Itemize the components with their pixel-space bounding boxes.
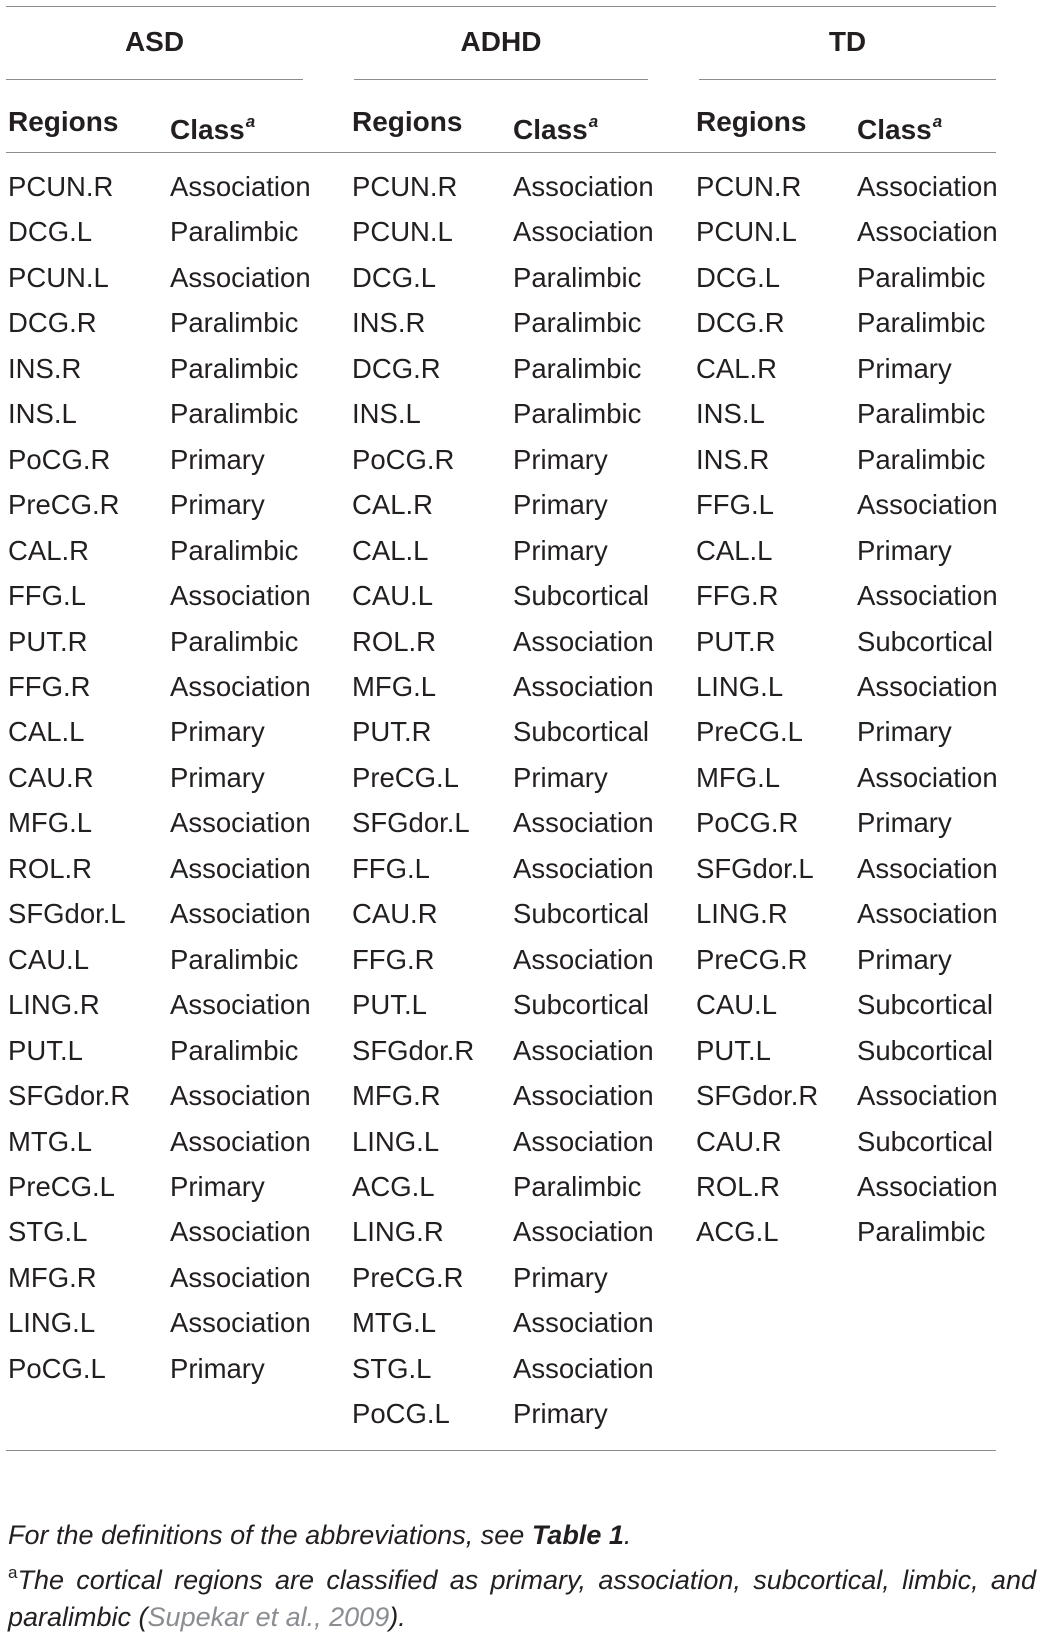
class-cell-adhd: Paralimbic: [513, 352, 642, 384]
region-cell-td: PoCG.R: [696, 807, 799, 839]
class-cell-adhd: Primary: [513, 761, 608, 793]
class-cell-asd: Association: [170, 898, 311, 930]
class-cell-adhd: Association: [513, 807, 654, 839]
column-header-class-adhd: Class$^a$: [513, 112, 599, 145]
class-cell-asd: Association: [170, 580, 311, 611]
region-cell-asd: PUT.R: [8, 625, 88, 657]
region-cell-asd: LING.R: [8, 989, 100, 1021]
footnote-marker: a: [245, 112, 256, 131]
column-header-class-asd: Class$^a$: [170, 112, 256, 145]
region-cell-adhd: ROL.R: [352, 625, 437, 657]
column-header-regions-adhd: Regions: [352, 106, 463, 137]
class-cell-adhd: Subcortical: [513, 716, 650, 748]
class-cell-asd: Paralimbic: [170, 1034, 299, 1066]
class-cell-adhd: Association: [513, 1307, 654, 1339]
region-cell-adhd: PUT.R: [352, 716, 432, 748]
group-title-td: TD: [828, 26, 867, 57]
table-bottom-rule: [6, 1450, 996, 1451]
region-cell-td: PreCG.R: [696, 943, 808, 975]
class-cell-adhd: Association: [513, 625, 654, 657]
footnote-marker: a: [932, 112, 943, 131]
class-cell-asd: Primary: [170, 1170, 265, 1202]
region-cell-adhd: FFG.L: [352, 852, 430, 884]
region-cell-asd: LING.L: [8, 1307, 96, 1339]
class-cell-adhd: Association: [513, 943, 654, 975]
class-cell-td: Subcortical: [857, 1034, 994, 1066]
class-cell-td: Paralimbic: [857, 1216, 986, 1248]
region-cell-adhd: CAL.R: [352, 489, 433, 521]
region-cell-adhd: PoCG.L: [352, 1398, 450, 1430]
region-cell-adhd: PreCG.L: [352, 761, 459, 793]
region-cell-asd: PoCG.R: [8, 443, 111, 475]
region-cell-asd: FFG.L: [8, 580, 86, 611]
region-cell-adhd: LING.R: [352, 1216, 444, 1248]
class-cell-asd: Association: [170, 171, 311, 202]
region-cell-asd: INS.L: [8, 398, 77, 430]
class-cell-td: Primary: [857, 352, 952, 384]
footnote-marker: a: [8, 1563, 18, 1582]
region-cell-adhd: PUT.L: [352, 989, 427, 1021]
class-cell-td: Subcortical: [857, 989, 994, 1021]
class-cell-td: Association: [857, 489, 998, 521]
region-cell-td: PUT.R: [696, 625, 776, 657]
class-cell-td: Paralimbic: [857, 398, 986, 430]
class-cell-td: Subcortical: [857, 1125, 994, 1157]
region-cell-td: LING.R: [696, 898, 788, 930]
table-reference-link[interactable]: Table 1: [531, 1520, 624, 1550]
class-cell-asd: Primary: [170, 761, 265, 793]
region-cell-adhd: PreCG.R: [352, 1261, 464, 1293]
region-cell-asd: MFG.R: [8, 1261, 97, 1293]
region-cell-adhd: FFG.R: [352, 943, 435, 975]
class-cell-adhd: Paralimbic: [513, 1170, 642, 1202]
class-cell-adhd: Subcortical: [513, 580, 650, 611]
class-cell-adhd: Association: [513, 171, 654, 202]
header-bottom-rule: [6, 152, 996, 153]
region-cell-adhd: PCUN.R: [352, 171, 458, 202]
class-cell-asd: Primary: [170, 716, 265, 748]
region-cell-td: DCG.L: [696, 261, 781, 293]
class-cell-asd: Association: [170, 1125, 311, 1157]
class-cell-td: Association: [857, 898, 998, 930]
class-cell-asd: Association: [170, 671, 311, 702]
region-cell-asd: PCUN.L: [8, 261, 109, 293]
region-cell-asd: DCG.R: [8, 307, 97, 339]
class-cell-asd: Association: [170, 1307, 311, 1339]
class-cell-asd: Primary: [170, 443, 265, 475]
column-header-regions-asd: Regions: [8, 106, 119, 137]
class-cell-adhd: Subcortical: [513, 898, 650, 930]
region-cell-asd: CAL.R: [8, 534, 89, 566]
group-rule-td: [699, 79, 996, 80]
region-cell-asd: CAU.L: [8, 943, 89, 975]
region-cell-td: INS.R: [696, 443, 770, 475]
class-cell-td: Association: [857, 1080, 998, 1111]
class-cell-asd: Primary: [170, 489, 265, 521]
region-cell-adhd: PoCG.R: [352, 443, 455, 475]
class-cell-adhd: Paralimbic: [513, 307, 642, 339]
region-cell-asd: ROL.R: [8, 852, 93, 884]
region-cell-td: SFGdor.L: [696, 852, 814, 884]
class-cell-asd: Paralimbic: [170, 216, 299, 248]
region-cell-asd: DCG.L: [8, 216, 93, 248]
region-cell-asd: MFG.L: [8, 807, 93, 839]
class-cell-adhd: Subcortical: [513, 989, 650, 1021]
class-cell-adhd: Primary: [513, 489, 608, 521]
region-cell-adhd: CAL.L: [352, 534, 429, 566]
class-cell-asd: Association: [170, 1080, 311, 1111]
region-cell-asd: SFGdor.R: [8, 1080, 131, 1111]
region-cell-asd: PUT.L: [8, 1034, 83, 1066]
region-cell-asd: INS.R: [8, 352, 82, 384]
region-cell-td: ACG.L: [696, 1216, 779, 1248]
region-cell-adhd: SFGdor.L: [352, 807, 470, 839]
class-cell-asd: Association: [170, 852, 311, 884]
region-cell-adhd: LING.L: [352, 1125, 440, 1157]
footnote-classification: $^a$The cortical regions are classified as primary, association, subcortical, limbic, and paralimbic (Supekar et al., 2009).: [8, 1563, 1036, 1632]
class-cell-asd: Association: [170, 989, 311, 1021]
region-cell-td: LING.L: [696, 671, 784, 702]
class-cell-adhd: Primary: [513, 534, 608, 566]
class-cell-asd: Paralimbic: [170, 352, 299, 384]
class-cell-td: Association: [857, 1170, 998, 1202]
region-cell-asd: SFGdor.L: [8, 898, 126, 930]
class-cell-td: Primary: [857, 716, 952, 748]
class-cell-td: Subcortical: [857, 625, 994, 657]
class-cell-asd: Paralimbic: [170, 307, 299, 339]
region-cell-adhd: SFGdor.R: [352, 1034, 475, 1066]
region-cell-td: FFG.R: [696, 580, 779, 611]
region-cell-adhd: INS.R: [352, 307, 426, 339]
region-cell-td: MFG.L: [696, 761, 781, 793]
region-cell-adhd: INS.L: [352, 398, 421, 430]
region-cell-td: DCG.R: [696, 307, 785, 339]
class-cell-adhd: Primary: [513, 1261, 608, 1293]
region-cell-adhd: CAU.L: [352, 580, 433, 611]
class-cell-adhd: Association: [513, 1125, 654, 1157]
region-cell-asd: PreCG.L: [8, 1170, 115, 1202]
class-cell-td: Association: [857, 852, 998, 884]
region-cell-td: FFG.L: [696, 489, 774, 521]
class-cell-asd: Primary: [170, 1352, 265, 1384]
region-cell-td: PUT.L: [696, 1034, 771, 1066]
class-cell-td: Association: [857, 761, 998, 793]
class-cell-adhd: Primary: [513, 1398, 608, 1430]
class-cell-adhd: Association: [513, 852, 654, 884]
class-cell-td: Paralimbic: [857, 261, 986, 293]
footnote-abbreviations: For the definitions of the abbreviations, see Table 1.: [8, 1520, 632, 1550]
region-cell-adhd: DCG.L: [352, 261, 437, 293]
region-cell-td: CAL.R: [696, 352, 777, 384]
region-cell-asd: STG.L: [8, 1216, 88, 1248]
class-cell-adhd: Association: [513, 1034, 654, 1066]
region-cell-adhd: ACG.L: [352, 1170, 435, 1202]
column-header-class-td: Class$^a$: [857, 112, 943, 145]
class-cell-adhd: Paralimbic: [513, 261, 642, 293]
class-cell-td: Association: [857, 171, 998, 202]
region-cell-adhd: CAU.R: [352, 898, 438, 930]
class-cell-td: Primary: [857, 943, 952, 975]
region-cell-asd: CAU.R: [8, 761, 94, 793]
region-cell-asd: CAL.L: [8, 716, 85, 748]
class-cell-adhd: Association: [513, 1352, 654, 1384]
class-cell-adhd: Paralimbic: [513, 398, 642, 430]
region-cell-adhd: MTG.L: [352, 1307, 437, 1339]
region-cell-td: SFGdor.R: [696, 1080, 819, 1111]
region-cell-td: CAU.R: [696, 1125, 782, 1157]
region-cell-adhd: PCUN.L: [352, 216, 453, 248]
region-cell-asd: FFG.R: [8, 671, 91, 702]
class-cell-adhd: Association: [513, 216, 654, 248]
table-top-rule: [6, 6, 996, 7]
class-cell-asd: Association: [170, 1216, 311, 1248]
class-cell-asd: Association: [170, 1261, 311, 1293]
region-cell-adhd: STG.L: [352, 1352, 432, 1384]
group-rule-adhd: [354, 79, 648, 80]
class-cell-td: Paralimbic: [857, 307, 986, 339]
class-cell-td: Primary: [857, 807, 952, 839]
group-title-asd: ASD: [124, 26, 185, 57]
class-cell-asd: Association: [170, 261, 311, 293]
class-cell-td: Association: [857, 671, 998, 702]
region-cell-td: CAL.L: [696, 534, 773, 566]
region-cell-asd: PreCG.R: [8, 489, 120, 521]
class-cell-asd: Paralimbic: [170, 943, 299, 975]
group-title-adhd: ADHD: [460, 26, 542, 57]
region-cell-td: PCUN.R: [696, 171, 802, 202]
class-cell-adhd: Association: [513, 671, 654, 702]
class-cell-asd: Paralimbic: [170, 534, 299, 566]
class-cell-td: Primary: [857, 534, 952, 566]
class-cell-asd: Association: [170, 807, 311, 839]
region-cell-asd: MTG.L: [8, 1125, 93, 1157]
footnote-marker: a: [588, 112, 599, 131]
class-cell-td: Paralimbic: [857, 443, 986, 475]
region-cell-td: CAU.L: [696, 989, 777, 1021]
table-footnotes: [8, 1517, 1036, 1636]
region-cell-adhd: MFG.R: [352, 1080, 441, 1111]
region-cell-td: PCUN.L: [696, 216, 797, 248]
region-cell-td: ROL.R: [696, 1170, 781, 1202]
class-cell-adhd: Primary: [513, 443, 608, 475]
class-cell-adhd: Association: [513, 1080, 654, 1111]
region-cell-adhd: MFG.L: [352, 671, 437, 702]
class-cell-asd: Paralimbic: [170, 398, 299, 430]
region-cell-td: PreCG.L: [696, 716, 803, 748]
class-cell-td: Association: [857, 216, 998, 248]
group-rule-asd: [6, 79, 303, 80]
citation-link[interactable]: Supekar et al., 2009: [147, 1602, 390, 1632]
class-cell-td: Association: [857, 580, 998, 611]
region-cell-adhd: DCG.R: [352, 352, 441, 384]
class-cell-adhd: Association: [513, 1216, 654, 1248]
region-cell-td: INS.L: [696, 398, 765, 430]
class-cell-asd: Paralimbic: [170, 625, 299, 657]
region-cell-asd: PCUN.R: [8, 171, 114, 202]
region-cell-asd: PoCG.L: [8, 1352, 106, 1384]
column-header-regions-td: Regions: [696, 106, 807, 137]
